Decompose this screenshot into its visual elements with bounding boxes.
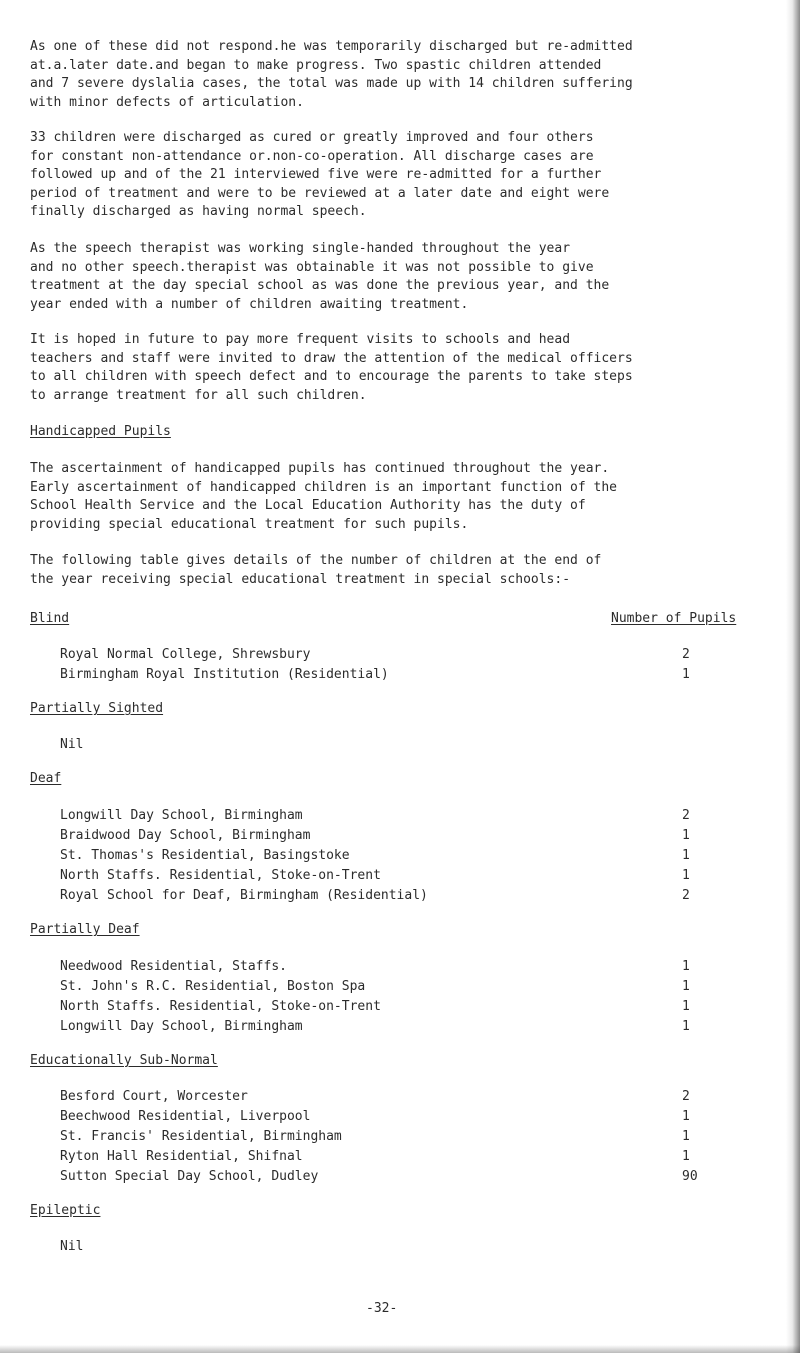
school-name: Birmingham Royal Institution (Residential) [60, 667, 389, 682]
table-row [60, 665, 760, 685]
pupil-count: 1 [682, 868, 690, 883]
column-heading-number-of-pupils: Number of Pupils [611, 611, 737, 626]
table-row [60, 957, 760, 977]
scan-bottom-shadow [0, 1345, 800, 1353]
page-number: -32- [366, 1301, 398, 1316]
school-name: St. Thomas's Residential, Basingstoke [60, 848, 350, 863]
table-row [60, 1017, 760, 1037]
pupil-count: 1 [682, 1019, 690, 1034]
paragraph-therapist: As the speech therapist was working single-handed throughout the year and no other speech.therapist was obtainable it was not possible to give treatment at the day special school as was done the previous year, and the year ended with a number of children awaiting treatment. [30, 241, 610, 312]
pupil-count: 1 [682, 848, 690, 863]
category-heading-epileptic: Epileptic [30, 1203, 101, 1218]
school-name: Sutton Special Day School, Dudley [60, 1169, 319, 1184]
pupil-count: 2 [682, 808, 690, 823]
school-name: Besford Court, Worcester [60, 1089, 248, 1104]
pupil-count: 1 [682, 1149, 690, 1164]
school-name: Longwill Day School, Birmingham [60, 808, 303, 823]
pupil-count: 90 [682, 1169, 698, 1184]
paragraph-speech-cases: As one of these did not respond.he was temporarily discharged but re-admitted at.a.later date.and began to make progress. Two spastic children attended and 7 severe dyslalia cases, the total was made up with 14 children suffering with minor defects of articulation. [30, 39, 633, 110]
table-row [60, 806, 760, 826]
category-heading-partially-sighted: Partially Sighted [30, 701, 164, 716]
category-heading-blind: Blind [30, 611, 70, 626]
nil-value: Nil [60, 737, 84, 752]
table-row [60, 1087, 760, 1107]
category-heading-educationally-sub-normal: Educationally Sub-Normal [30, 1053, 218, 1068]
pupil-count: 1 [682, 1129, 690, 1144]
school-name: Ryton Hall Residential, Shifnal [60, 1149, 303, 1164]
nil-value: Nil [60, 1239, 84, 1254]
table-row [60, 866, 760, 886]
school-name: St. Francis' Residential, Birmingham [60, 1129, 342, 1144]
school-name: Longwill Day School, Birmingham [60, 1019, 303, 1034]
table-row [60, 645, 760, 665]
school-name: North Staffs. Residential, Stoke-on-Trent [60, 999, 381, 1014]
pupil-count: 1 [682, 667, 690, 682]
school-name: Braidwood Day School, Birmingham [60, 828, 311, 843]
category-heading-partially-deaf: Partially Deaf [30, 922, 140, 937]
pupil-count: 2 [682, 888, 690, 903]
table-row [60, 997, 760, 1017]
pupil-count: 2 [682, 647, 690, 662]
school-name: Royal Normal College, Shrewsbury [60, 647, 311, 662]
paragraph-discharges: 33 children were discharged as cured or greatly improved and four others for constant non-attendance or.non-co-operation. All discharge cases are followed up and of the 21 interviewed five were re-admitted for a further period of treatment and were to be reviewed at a later date and eight were finally discharged as having normal speech. [30, 130, 610, 220]
paragraph-future-visits: It is hoped in future to pay more frequent visits to schools and head teachers and staff were invited to draw the attention of the medical officers to all children with speech defect and to encourage the parents to take steps to arrange treatment for all such children. [30, 332, 633, 403]
school-name: North Staffs. Residential, Stoke-on-Trent [60, 868, 381, 883]
pupil-count: 1 [682, 959, 690, 974]
table-row [60, 1107, 760, 1127]
category-heading-deaf: Deaf [30, 771, 62, 786]
table-row [60, 846, 760, 866]
section-heading: Handicapped Pupils [30, 424, 171, 439]
table-row [60, 1167, 760, 1187]
scan-edge-shadow [786, 0, 800, 1353]
pupil-count: 1 [682, 828, 690, 843]
pupil-count: 1 [682, 999, 690, 1014]
table-row [60, 977, 760, 997]
school-name: Royal School for Deaf, Birmingham (Residential) [60, 888, 428, 903]
table-row [60, 1147, 760, 1167]
table-row [60, 886, 760, 906]
pupil-count: 2 [682, 1089, 690, 1104]
table-row [60, 826, 760, 846]
table-row [60, 1127, 760, 1147]
school-name: Beechwood Residential, Liverpool [60, 1109, 311, 1124]
paragraph-ascertainment: The ascertainment of handicapped pupils has continued throughout the year. Early ascertainment of handicapped children is an important function of the School Health Service and the Local Education Authority has the duty of providing special educational treatment for such pupils. [30, 461, 617, 532]
school-name: Needwood Residential, Staffs. [60, 959, 287, 974]
school-name: St. John's R.C. Residential, Boston Spa [60, 979, 366, 994]
pupil-count: 1 [682, 979, 690, 994]
paragraph-table-intro: The following table gives details of the number of children at the end of the year receiving special educational treatment in special schools:- [30, 553, 602, 587]
pupil-count: 1 [682, 1109, 690, 1124]
